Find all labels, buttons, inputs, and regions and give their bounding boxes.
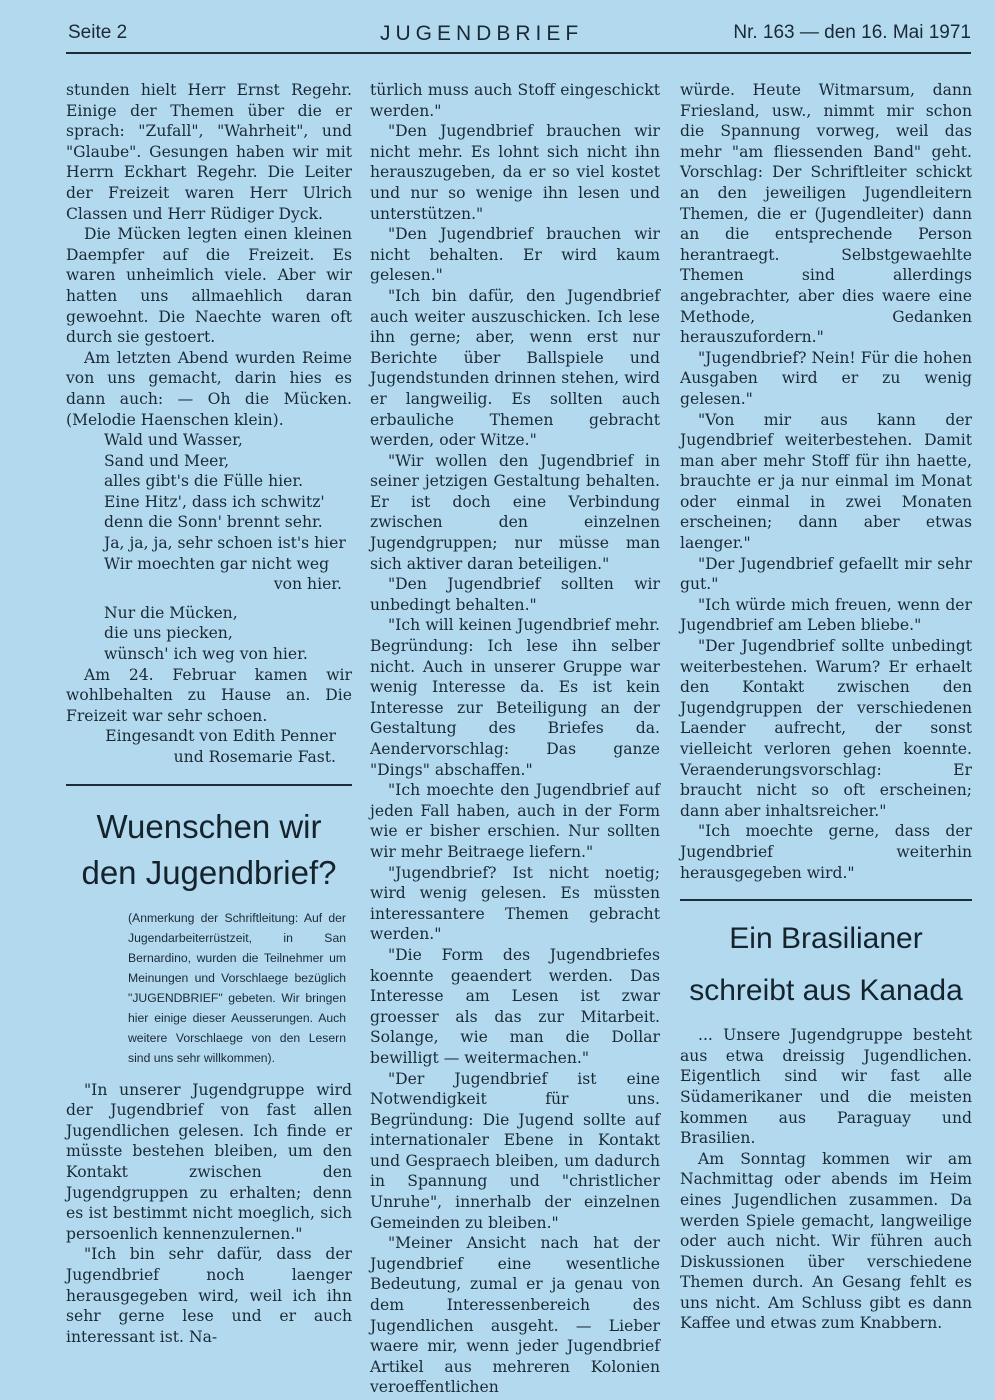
verse-line: Sand und Meer, xyxy=(104,451,230,470)
headline-brasilianer: Ein Brasilianer schreibt aus Kanada xyxy=(689,922,963,1008)
article-paragraph: "Der Jugendbrief sollte unbedingt weiterbestehen. Warum? Er erhaelt den Kontakt zwischen den Jugendgruppen der verschiedenen Laender aufrecht, der sonst vielleicht verloren gehen koennte. Veraenderungsvorschlag: Er braucht nicht so oft erscheinen; dann aber inhaltsreicher." xyxy=(680,637,972,820)
verse-line: wünsch' ich weg von hier. xyxy=(104,645,308,664)
article-paragraph: Am Sonntag kommen wir am Nachmittag oder abends im Heim eines Jugendlichen zusammen. Da werden Spiele gemacht, langweilige oder auch nicht. Wir führen auch Diskussionen über verschiedene Themen durch. An Gesang fehlt es uns nicht. Am Schluss gibt es dann Kaffee und etwas zum Knabbern. xyxy=(680,1149,972,1333)
verse-line: denn die Sonn' brennt sehr. xyxy=(104,513,323,532)
article-paragraph: "Wir wollen den Jugendbrief in seiner jetzigen Gestaltung behalten. Er ist doch eine Verbindung zwischen den einzelnen Jugendgruppen; nur müsse man sich aktiver daran beteiligen." xyxy=(370,451,660,573)
column-1 xyxy=(66,80,352,1380)
article-paragraph: "Ich moechte den Jugendbrief auf jeden Fall haben, auch in der Form wie er bisher erschien. Nur sollten wir mehr Beitraege liefern." xyxy=(370,781,660,861)
verse-line: Wald und Wasser, xyxy=(104,431,243,450)
article-paragraph: "Ich moechte gerne, dass der Jugendbrief weiterhin herausgegeben wird." xyxy=(680,822,972,882)
article-paragraph: "Jugendbrief? Nein! Für die hohen Ausgaben wird er zu wenig gelesen." xyxy=(680,348,972,408)
article-paragraph: "In unserer Jugendgruppe wird der Jugendbrief von fast allen Jugendlichen gelesen. Ich finde er müsste bestehen bleiben, um den Kontakt zwischen den Jugendgruppen zu erhalten; denn es ist bestimmt nicht moeglich, sich persoenlich kennenzulernen." xyxy=(66,1080,352,1243)
page-number: Seite 2 xyxy=(68,22,128,43)
verse-line: die uns piecken, xyxy=(104,624,233,643)
article-paragraph: Am 24. Februar kamen wir wohlbehalten zu Hause an. Die Freizeit war sehr schoen. xyxy=(66,665,352,725)
verse-line: von hier. xyxy=(273,575,342,594)
article-paragraph: Am letzten Abend wurden Reime von uns gemacht, darin hies es dann auch: — Oh die Mücken. (Melodie Haenschen klein). xyxy=(66,348,352,429)
verse-line: Nur die Mücken, xyxy=(104,603,238,622)
section-divider xyxy=(680,899,972,901)
page-header xyxy=(66,18,971,54)
article-paragraph: "Von mir aus kann der Jugendbrief weiterbestehen. Damit man aber mehr Stoff für ihn haette, brauchte er ja nur einmal im Monat oder einmal in zwei Monaten erscheinen; dann aber etwas laenger." xyxy=(680,410,972,553)
issue-date: Nr. 163 — den 16. Mai 1971 xyxy=(733,22,971,43)
article-paragraph: "Den Jugendbrief brauchen wir nicht behalten. Er wird kaum gelesen." xyxy=(370,225,660,285)
verse-line: Ja, ja, ja, sehr schoen ist's hier xyxy=(104,534,346,553)
song-verse-2 xyxy=(66,603,352,665)
verse-line: Wir moechten gar nicht weg xyxy=(104,554,330,573)
verse-line: alles gibt's die Fülle hier. xyxy=(104,472,304,491)
column-2 xyxy=(370,80,660,1397)
article-paragraph: "Ich bin dafür, den Jugendbrief auch weiter auszuschicken. Ich lese ihn gerne; aber, wenn erst nur Berichte über Ballspiele und Jugendstunden drinnen stehen, wird er langweilig. Es sollten auch erbauliche Themen gebracht werden, oder Witze." xyxy=(370,286,660,450)
article-paragraph: "Ich bin sehr dafür, dass der Jugendbrief noch laenger herausgegeben wird, weil ich ihn sehr gerne lese und er auch interessant ist. Na- xyxy=(66,1245,352,1346)
masthead-title: JUGENDBRIEF xyxy=(380,22,584,45)
section-divider xyxy=(66,784,352,786)
article-paragraph: stunden hielt Herr Ernst Regehr. Einige der Themen über die er sprach: "Zufall", "Wahrheit", und "Glaube". Gesungen haben wir mit Herrn Eckhart Regehr. Die Leiter der Freizeit waren Herr Ulrich Classen und Herr Rüdiger Dyck. xyxy=(66,81,352,223)
article-paragraph: "Der Jugendbrief gefaellt mir sehr gut." xyxy=(680,554,972,594)
editor-note: (Anmerkung der Schriftleitung: Auf der Jugendarbeiterrüstzeit, in San Bernardino, wurden die Teilnehmer um Meinungen und Vorschlaege bezüglich "JUGENDBRIEF" gebeten. Wir bringen hier einige dieser Aeusserungen. Auch weitere Vorschlaege von den Lesern sind uns sehr willkommen). xyxy=(128,910,346,1065)
article-paragraph: "Ich würde mich freuen, wenn der Jugendbrief am Leben bliebe." xyxy=(680,595,972,635)
verse-line: Eine Hitz', dass ich schwitz' xyxy=(104,492,325,511)
headline-jugendbrief: Wuenschen wir den Jugendbrief? xyxy=(81,807,337,891)
article-paragraph: "Den Jugendbrief sollten wir unbedingt behalten." xyxy=(370,575,660,614)
song-verse-1 xyxy=(66,430,352,595)
article-paragraph: "Meiner Ansicht nach hat der Jugendbrief eine wesentliche Bedeutung, zumal er ja genau von dem Interessenbereich des Jugendlichen ausgeht. — Lieber waere mir, wenn jeder Jugendbrief Artikel aus mehreren Kolonien veroeffentlichen xyxy=(370,1234,660,1397)
article-paragraph: "Der Jugendbrief ist eine Notwendigkeit für uns. Begründung: Die Jugend sollte auf internationaler Ebene in Kontakt und Gespraech bleiben, um dadurch in Spannung und "christlicher Unruhe", innerhalb der einzelnen Gemeinden zu bleiben." xyxy=(370,1069,660,1232)
article-paragraph: "Die Form des Jugendbriefes koennte geaendert werden. Das Interesse am Lesen ist zwar groesser als das zur Mitarbeit. Solange, wie man die Dollar bewilligt — weitermachen." xyxy=(370,945,660,1067)
column-3 xyxy=(680,80,972,1380)
article-paragraph: ... Unsere Jugendgruppe besteht aus etwa dreissig Jugendlichen. Eigentlich sind wir fast alle Südamerikaner und die meisten kommen aus Paraguay und Brasilien. xyxy=(680,1026,972,1148)
article-paragraph: "Ich will keinen Jugendbrief mehr. Begründung: Ich lese ihn selber nicht. Auch in unserer Gruppe war wenig Interesse da. Es ist kein Interesse zur Beteiligung an der Gestaltung des Briefes da. Aendervorschlag: Das ganze "Dings" abschaffen." xyxy=(370,616,660,779)
article-paragraph: "Den Jugendbrief brauchen wir nicht mehr. Es lohnt sich nicht ihn herauszugeben, da er so viel kostet und nur so wenige ihn lesen und unterstützen." xyxy=(370,122,660,223)
article-paragraph: Die Mücken legten einen kleinen Daempfer auf die Freizeit. Es waren unheimlich viele. Aber wir hatten uns allmaehlich daran gewoehnt. Die Naechte waren oft durch sie gestoert. xyxy=(66,225,352,347)
article-signature: und Rosemarie Fast. xyxy=(173,748,336,766)
article-paragraph: türlich muss auch Stoff eingeschickt werden." xyxy=(370,81,660,120)
article-signature: Eingesandt von Edith Penner xyxy=(105,727,336,746)
article-paragraph: "Jugendbrief? Ist nicht noetig; wird wenig gelesen. Es müssten interessantere Themen gebracht werden." xyxy=(370,863,660,944)
article-paragraph: würde. Heute Witmarsum, dann Friesland, usw., nimmt mir schon die Spannung vorweg, weil das mehr "am fliessenden Band" geht. Vorschlag: Der Schriftleiter schickt an den jeweiligen Jugendleitern Themen, die er (Jugendleiter) dann an die entsprechende Person herantraegt. Selbstgewaehlte Themen sind allerdings angebrachter, aber dies waere eine Methode, Gedanken herauszufordern." xyxy=(680,81,972,347)
